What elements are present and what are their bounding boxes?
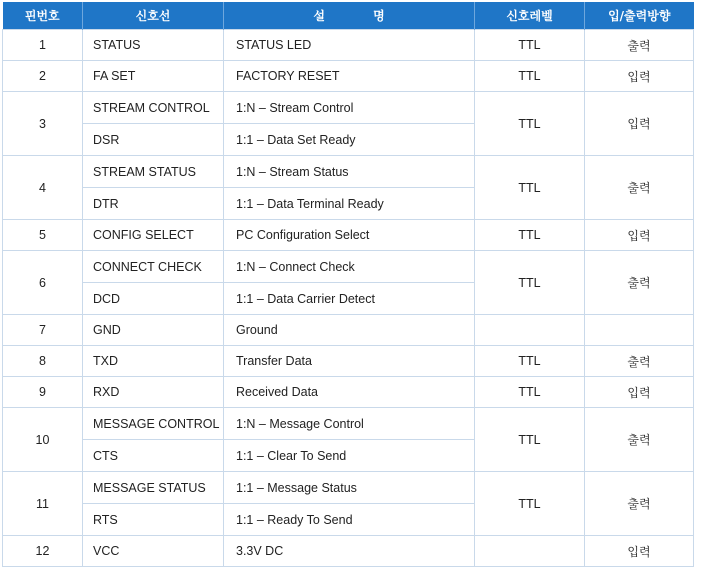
- signal-level-cell: TTL: [475, 251, 585, 315]
- pin-number-cell: 8: [3, 346, 83, 377]
- signal-name-cell: CONNECT CHECK: [83, 251, 224, 283]
- pin-number-cell: 1: [3, 30, 83, 61]
- pin-number-cell: 4: [3, 156, 83, 220]
- direction-cell: 출력: [585, 251, 694, 315]
- pin-number-cell: 11: [3, 472, 83, 536]
- description-cell: 1:1 – Data Terminal Ready: [224, 188, 475, 220]
- table-row: [3, 61, 694, 92]
- signal-level-cell: TTL: [475, 377, 585, 408]
- header-description: 설 명: [224, 2, 475, 30]
- direction-cell: 출력: [585, 30, 694, 61]
- signal-name-cell: DCD: [83, 283, 224, 315]
- signal-name-cell: STATUS: [83, 30, 224, 61]
- direction-cell: 입력: [585, 220, 694, 251]
- header-row: [3, 2, 694, 30]
- pin-number-cell: 10: [3, 408, 83, 472]
- description-cell: 1:N – Connect Check: [224, 251, 475, 283]
- table-row: [3, 315, 694, 346]
- pin-number-cell: 6: [3, 251, 83, 315]
- description-cell: Transfer Data: [224, 346, 475, 377]
- table-row: [3, 251, 694, 283]
- direction-cell: 입력: [585, 92, 694, 156]
- signal-name-cell: RTS: [83, 504, 224, 536]
- description-cell: PC Configuration Select: [224, 220, 475, 251]
- description-cell: 1:N – Stream Control: [224, 92, 475, 124]
- description-cell: 1:1 – Data Carrier Detect: [224, 283, 475, 315]
- description-cell: 1:1 – Clear To Send: [224, 440, 475, 472]
- table-row: [3, 472, 694, 504]
- direction-cell: 출력: [585, 156, 694, 220]
- table-row: [3, 377, 694, 408]
- table-row: [3, 408, 694, 440]
- table-header: [3, 2, 694, 30]
- table-row: [3, 536, 694, 567]
- table-row: [3, 92, 694, 124]
- table-row: [3, 346, 694, 377]
- description-cell: 1:1 – Message Status: [224, 472, 475, 504]
- signal-level-cell: TTL: [475, 472, 585, 536]
- description-cell: Ground: [224, 315, 475, 346]
- direction-cell: 출력: [585, 472, 694, 536]
- direction-cell: 입력: [585, 61, 694, 92]
- header-signal: 신호선: [83, 2, 224, 30]
- pin-number-cell: 5: [3, 220, 83, 251]
- description-cell: 1:N – Message Control: [224, 408, 475, 440]
- description-cell: 1:1 – Data Set Ready: [224, 124, 475, 156]
- direction-cell: 입력: [585, 536, 694, 567]
- description-cell: 3.3V DC: [224, 536, 475, 567]
- signal-level-cell: [475, 315, 585, 346]
- pin-number-cell: 3: [3, 92, 83, 156]
- pin-table-container: [2, 2, 693, 567]
- signal-level-cell: TTL: [475, 30, 585, 61]
- signal-name-cell: MESSAGE STATUS: [83, 472, 224, 504]
- signal-name-cell: STREAM CONTROL: [83, 92, 224, 124]
- header-pin: 핀번호: [3, 2, 83, 30]
- signal-name-cell: GND: [83, 315, 224, 346]
- signal-name-cell: RXD: [83, 377, 224, 408]
- table-row: [3, 156, 694, 188]
- pin-number-cell: 9: [3, 377, 83, 408]
- header-direction: 입/출력방향: [585, 2, 694, 30]
- signal-level-cell: TTL: [475, 408, 585, 472]
- signal-level-cell: TTL: [475, 156, 585, 220]
- signal-name-cell: VCC: [83, 536, 224, 567]
- direction-cell: 입력: [585, 377, 694, 408]
- signal-level-cell: TTL: [475, 92, 585, 156]
- signal-name-cell: FA SET: [83, 61, 224, 92]
- direction-cell: [585, 315, 694, 346]
- signal-name-cell: DSR: [83, 124, 224, 156]
- direction-cell: 출력: [585, 346, 694, 377]
- signal-name-cell: MESSAGE CONTROL: [83, 408, 224, 440]
- signal-level-cell: TTL: [475, 61, 585, 92]
- signal-name-cell: STREAM STATUS: [83, 156, 224, 188]
- description-cell: 1:N – Stream Status: [224, 156, 475, 188]
- pin-number-cell: 12: [3, 536, 83, 567]
- signal-level-cell: TTL: [475, 220, 585, 251]
- header-level: 신호레벨: [475, 2, 585, 30]
- description-cell: STATUS LED: [224, 30, 475, 61]
- signal-name-cell: DTR: [83, 188, 224, 220]
- pin-number-cell: 2: [3, 61, 83, 92]
- signal-name-cell: CTS: [83, 440, 224, 472]
- table-body: [3, 30, 694, 567]
- signal-name-cell: TXD: [83, 346, 224, 377]
- table-row: [3, 30, 694, 61]
- description-cell: 1:1 – Ready To Send: [224, 504, 475, 536]
- description-cell: FACTORY RESET: [224, 61, 475, 92]
- signal-name-cell: CONFIG SELECT: [83, 220, 224, 251]
- table-row: [3, 220, 694, 251]
- signal-level-cell: [475, 536, 585, 567]
- direction-cell: 출력: [585, 408, 694, 472]
- signal-level-cell: TTL: [475, 346, 585, 377]
- pin-table: [2, 2, 694, 567]
- pin-number-cell: 7: [3, 315, 83, 346]
- description-cell: Received Data: [224, 377, 475, 408]
